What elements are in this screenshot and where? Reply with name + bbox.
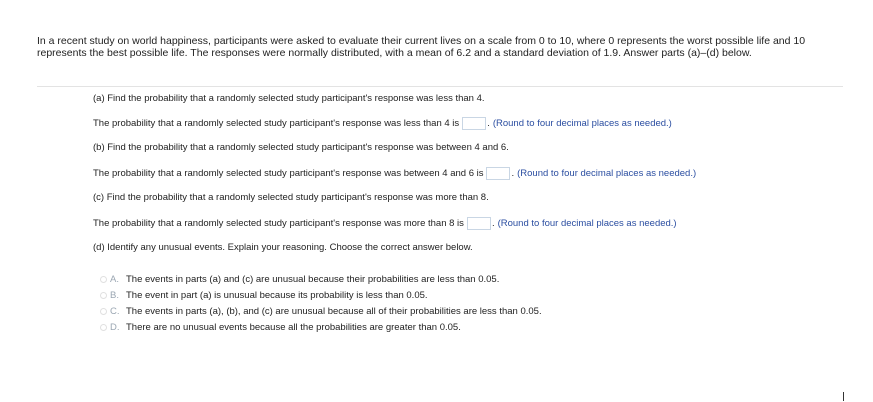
- choice-text: The events in parts (a), (b), and (c) are unusual because all of their probabilities are less than 0.05.: [126, 305, 542, 317]
- choice-c[interactable]: [100, 303, 542, 319]
- part-c-answer-line: [93, 217, 677, 230]
- divider: [37, 86, 843, 87]
- part-b-rounding-hint: (Round to four decimal places as needed.): [517, 167, 697, 179]
- part-d-question: (d) Identify any unusual events. Explain your reasoning. Choose the correct answer below.: [93, 242, 473, 253]
- part-a-answer-input[interactable]: [462, 117, 486, 130]
- choice-b[interactable]: [100, 287, 542, 303]
- part-a-answer-line: [93, 117, 672, 130]
- radio-button-icon[interactable]: [100, 308, 107, 315]
- choice-text: There are no unusual events because all the probabilities are greater than 0.05.: [126, 321, 461, 333]
- period: .: [491, 217, 495, 229]
- choice-letter: D.: [110, 321, 120, 333]
- choice-text: The event in part (a) is unusual because its probability is less than 0.05.: [126, 289, 428, 301]
- part-a-question: (a) Find the probability that a randomly selected study participant's response was less than 4.: [93, 93, 485, 104]
- part-a-answer-prefix: The probability that a randomly selected study participant's response was less than 4 is: [93, 117, 460, 129]
- part-c-answer-input[interactable]: [467, 217, 491, 230]
- part-b-answer-input[interactable]: [486, 167, 510, 180]
- part-c-answer-prefix: The probability that a randomly selected study participant's response was more than 8 is: [93, 217, 464, 229]
- answer-choices: [100, 271, 542, 335]
- part-b-answer-prefix: The probability that a randomly selected study participant's response was between 4 and 6 is: [93, 167, 484, 179]
- part-c-question: (c) Find the probability that a randomly selected study participant's response was more than 8.: [93, 192, 489, 203]
- radio-button-icon[interactable]: [100, 324, 107, 331]
- radio-button-icon[interactable]: [100, 276, 107, 283]
- part-c-rounding-hint: (Round to four decimal places as needed.): [497, 217, 677, 229]
- period: .: [511, 167, 515, 179]
- choice-letter: B.: [110, 289, 119, 301]
- choice-letter: A.: [110, 273, 119, 285]
- choice-d[interactable]: [100, 319, 542, 335]
- period: .: [487, 117, 490, 129]
- part-a-rounding-hint: (Round to four decimal places as needed.): [492, 117, 672, 129]
- choice-letter: C.: [110, 305, 120, 317]
- radio-button-icon[interactable]: [100, 292, 107, 299]
- part-b-question: (b) Find the probability that a randomly selected study participant's response was between 4 and 6.: [93, 142, 509, 153]
- part-b-answer-line: [93, 167, 696, 180]
- problem-statement: In a recent study on world happiness, participants were asked to evaluate their current lives on a scale from 0 to 10, where 0 represents the worst possible life and 10 represents the best possible life. The responses were normally distributed, with a mean of 6.2 and a standard deviation of 1.9. Answer parts (a)–(d) below.: [37, 35, 806, 59]
- choice-text: The events in parts (a) and (c) are unusual because their probabilities are less than 0.05.: [126, 273, 500, 285]
- text-cursor-icon: [843, 392, 844, 401]
- choice-a[interactable]: [100, 271, 542, 287]
